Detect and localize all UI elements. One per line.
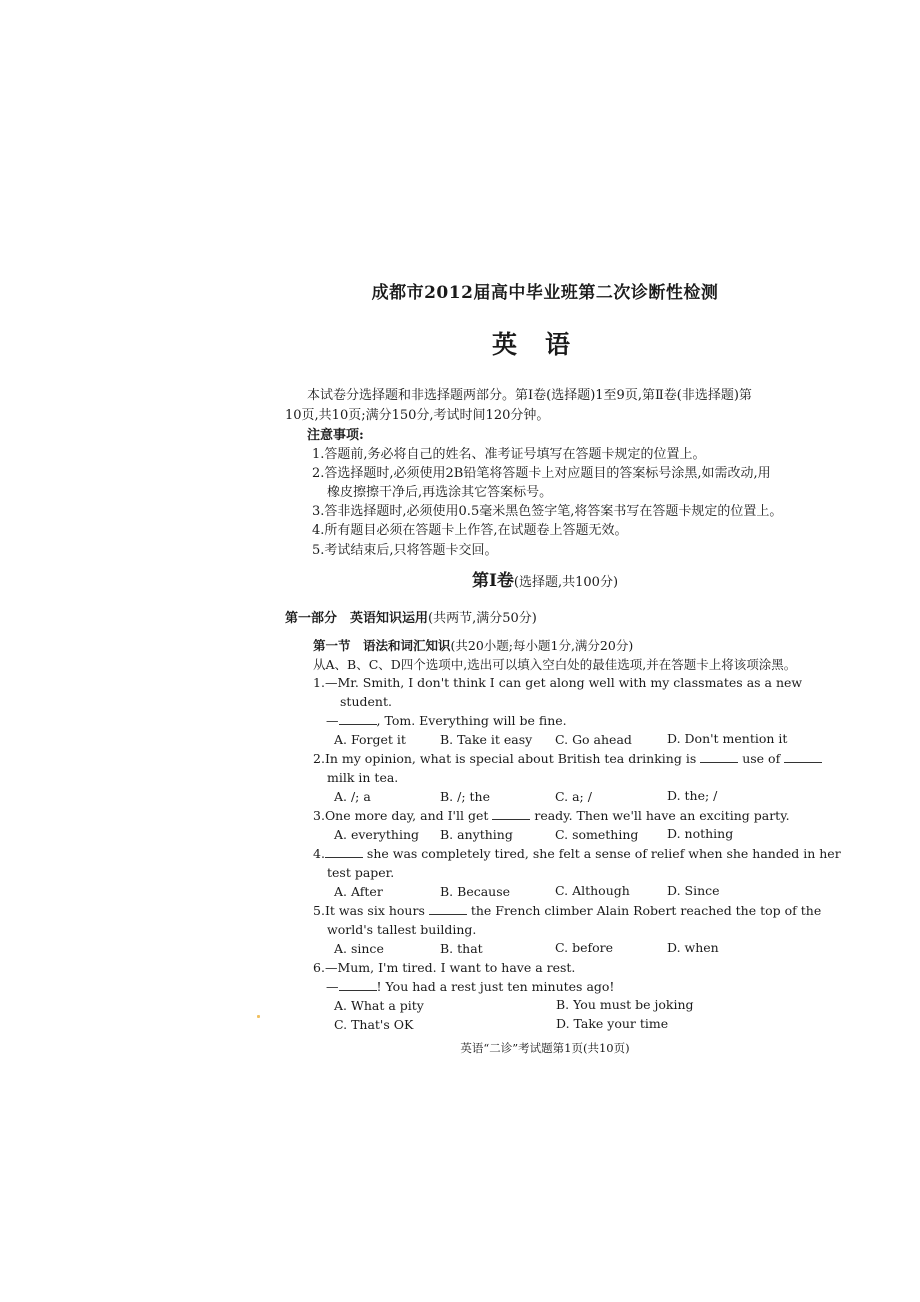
- volume-title: 第Ⅰ卷: [471, 571, 514, 591]
- section-subtitle: (共20小题;每小题1分,满分20分): [450, 638, 634, 653]
- option-c: C. a; /: [555, 789, 592, 804]
- question-6-reply: — ! You had a rest just ten minutes ago!: [326, 979, 615, 994]
- option-b: B. that: [440, 941, 483, 956]
- option-c: C. Although: [555, 883, 630, 898]
- question-4-continued: test paper.: [327, 865, 395, 880]
- subject-title: 英语: [491, 330, 598, 359]
- note-item: 1.答题前,务必将自己的姓名、准考证号填写在答题卡规定的位置上。: [312, 447, 706, 462]
- section-heading: [313, 636, 633, 654]
- note-item: 2.答选择题时,必须使用2B铅笔将答题卡上对应题目的答案标号涂黑,如需改动,用: [312, 466, 771, 481]
- answer-blank: [339, 980, 377, 991]
- scan-artifact: [257, 1015, 260, 1018]
- option-a: A. What a pity: [334, 998, 424, 1013]
- question-1: [313, 675, 802, 690]
- question-5: 5.It was six hours the French climber Alain Robert reached the top of the: [313, 903, 822, 918]
- question-6: 6.—Mum, I'm tired. I want to have a rest.: [313, 960, 576, 975]
- volume-heading: [0, 566, 920, 591]
- exam-title: 成都市2012届高中毕业班第二次诊断性检测: [371, 283, 719, 303]
- option-c: C. Go ahead: [555, 732, 632, 747]
- option-b: B. Because: [440, 884, 511, 899]
- part-subtitle: (共两节,满分50分): [428, 611, 537, 626]
- note-item-continued: 橡皮擦擦干净后,再选涂其它答案标号。: [327, 485, 553, 500]
- answer-blank: [325, 847, 363, 858]
- answer-blank: [700, 752, 738, 763]
- option-b: B. Take it easy: [440, 732, 533, 747]
- note-item: 3.答非选择题时,必须使用0.5毫米黑色签字笔,将答案书写在答题卡规定的位置上。: [312, 504, 783, 519]
- question-1-reply: — , Tom. Everything will be fine.: [326, 713, 567, 728]
- note-item: 5.考试结束后,只将答题卡交回。: [312, 543, 498, 558]
- option-d: D. when: [667, 940, 719, 955]
- part-title: 第一部分 英语知识运用: [285, 611, 429, 626]
- option-d: D. the; /: [667, 788, 718, 803]
- option-d: D. nothing: [667, 826, 734, 841]
- question-number: 1.: [313, 675, 325, 690]
- question-1-continued: student.: [340, 694, 392, 709]
- option-b: B. You must be joking: [556, 997, 694, 1012]
- volume-subtitle: (选择题,共100分): [513, 575, 619, 590]
- intro-line-1: 本试卷分选择题和非选择题两部分。第Ⅰ卷(选择题)1至9页,第Ⅱ卷(非选择题)第: [307, 388, 752, 403]
- question-3: 3.One more day, and I'll get ready. Then we'll have an exciting party.: [313, 808, 790, 823]
- question-2-continued: milk in tea.: [327, 770, 399, 785]
- answer-blank: [784, 752, 822, 763]
- intro-line-2: 10页,共10页;满分150分,考试时间120分钟。: [285, 408, 550, 423]
- option-a: A. since: [334, 941, 384, 956]
- option-b: B. anything: [440, 827, 513, 842]
- question-4: 4. she was completely tired, she felt a sense of relief when she handed in her: [313, 846, 841, 861]
- option-d: D. Take your time: [556, 1016, 669, 1031]
- option-a: A. everything: [334, 827, 419, 842]
- section-title: 第一节 语法和词汇知识: [313, 638, 451, 653]
- section-instruction: 从A、B、C、D四个选项中,选出可以填入空白处的最佳选项,并在答题卡上将该项涂黑。: [313, 657, 797, 672]
- question-5-continued: world's tallest building.: [327, 922, 477, 937]
- part-heading: [285, 607, 537, 626]
- option-c: C. before: [555, 940, 613, 955]
- option-c: C. That's OK: [334, 1017, 414, 1032]
- option-c: C. something: [555, 827, 639, 842]
- question-2: 2.In my opinion, what is special about British tea drinking is use of: [313, 751, 822, 766]
- option-a: A. Forget it: [334, 732, 406, 747]
- answer-blank: [492, 809, 530, 820]
- option-a: A. /; a: [334, 789, 371, 804]
- page-footer: 英语“二诊”考试题第1页(共10页): [460, 1041, 630, 1055]
- notes-heading: 注意事项:: [307, 428, 364, 443]
- option-d: D. Don't mention it: [667, 731, 788, 746]
- option-d: D. Since: [667, 883, 720, 898]
- note-item: 4.所有题目必须在答题卡上作答,在试题卷上答题无效。: [312, 523, 628, 538]
- answer-blank: [429, 904, 467, 915]
- answer-blank: [339, 714, 377, 725]
- option-b: B. /; the: [440, 789, 490, 804]
- option-a: A. After: [334, 884, 383, 899]
- question-text: —Mr. Smith, I don't think I can get along well with my classmates as a new: [324, 675, 803, 690]
